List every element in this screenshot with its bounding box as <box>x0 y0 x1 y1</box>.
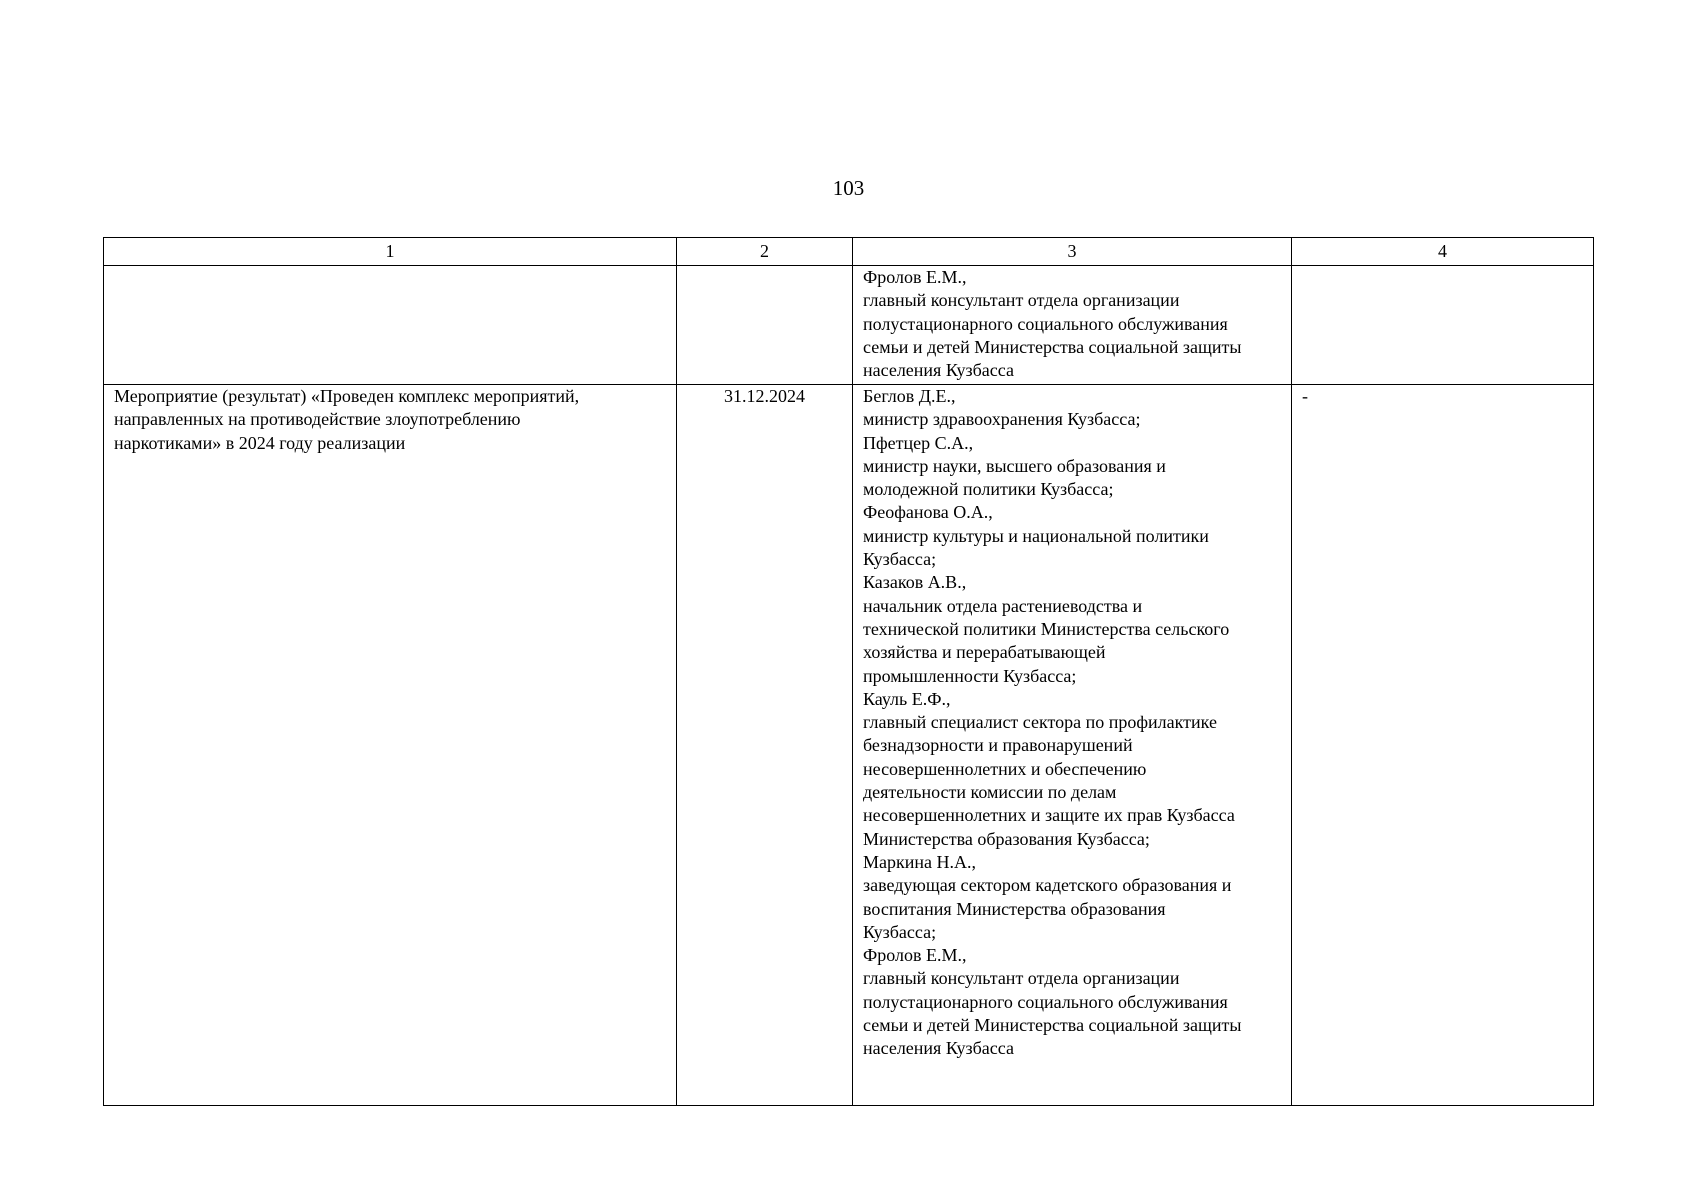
date-cell: 31.12.2024 <box>677 385 853 1106</box>
table-row <box>104 266 1594 385</box>
responsible-cell: Беглов Д.Е., министр здравоохранения Кузбасса; Пфетцер С.А., министр науки, высшего образования и молодежной политики Кузбасса; Феофанова О.А., министр культуры и национальной политики Кузбасса; Казаков А.В., начальник отдела растениеводства и технической политики Министерства сельского хозяйства и перерабатывающей промышленности Кузбасса; Кауль Е.Ф., главный специалист сектора по профилактике безнадзорности и правонарушений несовершеннолетних и обеспечению деятельности комиссии по делам несовершеннолетних и защите их прав Кузбасса Министерства образования Кузбасса; Маркина Н.А., заведующая сектором кадетского образования и воспитания Министерства образования Кузбасса; Фролов Е.М., главный консультант отдела организации полустационарного социального обслуживания семьи и детей Министерства социальной защиты населения Кузбасса <box>853 385 1292 1106</box>
column-header-1: 1 <box>104 238 677 266</box>
date-cell <box>677 266 853 385</box>
column-header-2: 2 <box>677 238 853 266</box>
responsible-cell: Фролов Е.М., главный консультант отдела организации полустационарного социального обслуживания семьи и детей Министерства социальной защиты населения Кузбасса <box>853 266 1292 385</box>
column-header-3: 3 <box>853 238 1292 266</box>
column-header-4: 4 <box>1292 238 1594 266</box>
table-row <box>104 385 1594 1106</box>
event-cell <box>104 266 677 385</box>
document-table <box>103 237 1594 1106</box>
notes-cell <box>1292 266 1594 385</box>
page-number: 103 <box>832 176 865 200</box>
event-cell: Мероприятие (результат) «Проведен комплекс мероприятий, направленных на противодействие злоупотреблению наркотиками» в 2024 году реализации <box>104 385 677 1106</box>
table-header-row <box>104 238 1594 266</box>
notes-cell: - <box>1292 385 1594 1106</box>
